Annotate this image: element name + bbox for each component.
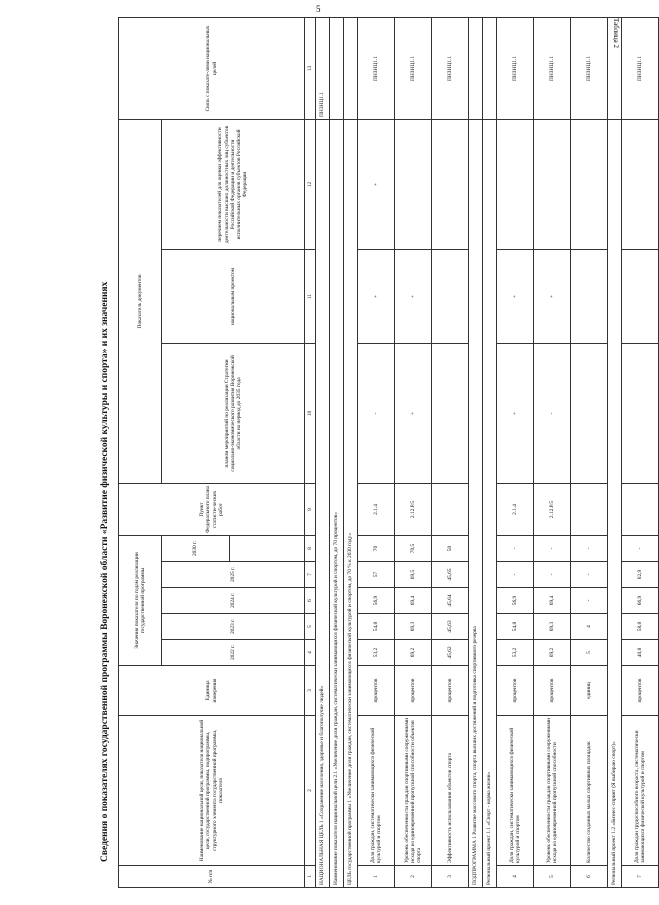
column-number: 13 bbox=[305, 17, 316, 119]
cell-unit: процентов bbox=[534, 666, 571, 716]
cell-v2023: 45,63 bbox=[432, 614, 469, 640]
cell-d3: + bbox=[358, 119, 395, 249]
header-doc3: перечнем показателей для оценки эффективности деятельности высших должностных лиц субъектов Российской Федерации и деятельности исполнительных органов субъектов Российской Федерации bbox=[162, 119, 305, 249]
cell-d1: + bbox=[497, 343, 534, 483]
cell-v2025: - bbox=[497, 562, 534, 588]
cell-unit: процентов bbox=[395, 666, 432, 716]
cell-v2024: 66,9 bbox=[622, 588, 659, 614]
cell-num: 6 bbox=[571, 866, 608, 888]
column-number: 10 bbox=[305, 343, 316, 483]
cell-unit: процентов bbox=[622, 666, 659, 716]
cell-num: 5 bbox=[534, 866, 571, 888]
section-link bbox=[469, 17, 483, 119]
cell-fed: 2.12.P.5 bbox=[395, 483, 432, 535]
section-title: НАЦИОНАЛЬНАЯ ЦЕЛЬ 1 «Сохранение населения, здоровье и благополучие людей» bbox=[316, 119, 330, 887]
cell-v2024: 56,9 bbox=[497, 588, 534, 614]
column-number: 1 bbox=[305, 866, 316, 888]
section-row bbox=[330, 17, 344, 887]
cell-d2 bbox=[622, 249, 659, 343]
section-link bbox=[608, 17, 622, 119]
cell-fed bbox=[622, 483, 659, 535]
indicator-row bbox=[622, 17, 659, 887]
cell-d2 bbox=[432, 249, 469, 343]
cell-d1 bbox=[571, 343, 608, 483]
cell-d2: + bbox=[497, 249, 534, 343]
cell-link: ПНЗНЦ1.1 bbox=[358, 17, 395, 119]
cell-num: 7 bbox=[622, 866, 659, 888]
cell-d1: + bbox=[395, 343, 432, 483]
cell-d1 bbox=[432, 343, 469, 483]
section-row bbox=[469, 17, 483, 887]
cell-v2024: - bbox=[571, 588, 608, 614]
section-title: Наименование показателя национальной цели 2.1 «Увеличение доли граждан, систематически занимающихся физической культурой и спортом, до 70 процентов» bbox=[330, 119, 344, 887]
cell-link: ПНЗНЦ1.1 bbox=[432, 17, 469, 119]
indicators-table-wrapper bbox=[118, 18, 646, 888]
header-link: Связь с показате-лями национальных целей bbox=[119, 17, 305, 119]
cell-unit: процентов bbox=[358, 666, 395, 716]
column-number: 12 bbox=[305, 119, 316, 249]
cell-num: 2 bbox=[395, 866, 432, 888]
header-2024: 2024 г. bbox=[162, 588, 305, 614]
header-unit: Единица измерения bbox=[119, 666, 305, 716]
indicator-row bbox=[571, 17, 608, 887]
cell-d2 bbox=[571, 249, 608, 343]
cell-v2023: 69,3 bbox=[534, 614, 571, 640]
header-fed-plan: Пункт Федерального плана статисти-ческих работ bbox=[119, 483, 305, 535]
cell-d2: + bbox=[395, 249, 432, 343]
cell-d3 bbox=[571, 119, 608, 249]
cell-unit: процентов bbox=[497, 666, 534, 716]
header-doc1: планом мероприятий по реализации Стратегии социально-экономического развития Воронежской области на период до 2035 года bbox=[162, 343, 305, 483]
cell-d3 bbox=[534, 119, 571, 249]
cell-name: Доля граждан, систематически занимающихся физической культурой и спортом bbox=[497, 716, 534, 866]
cell-name: Эффективность использования объектов спорта bbox=[432, 716, 469, 866]
cell-d1: - bbox=[358, 343, 395, 483]
cell-v2024: 69,4 bbox=[395, 588, 432, 614]
cell-link: ПНЗНЦ1.1 bbox=[622, 17, 659, 119]
header-2022: 2022 г. bbox=[162, 640, 305, 666]
cell-v2024: 45,64 bbox=[432, 588, 469, 614]
cell-v2024: 69,4 bbox=[534, 588, 571, 614]
section-row bbox=[483, 17, 497, 887]
cell-v2022: 69,2 bbox=[395, 640, 432, 666]
header-2030: 2030 г. bbox=[162, 535, 230, 561]
section-title: ПОДПРОГРАММА 1 Развитие массового спорта, спорта высших достижений и подготовка спортивного резерва bbox=[469, 119, 483, 887]
cell-d1: - bbox=[534, 343, 571, 483]
section-link bbox=[330, 17, 344, 119]
cell-d2: + bbox=[534, 249, 571, 343]
cell-d3 bbox=[497, 119, 534, 249]
cell-v2030: - bbox=[534, 535, 571, 561]
cell-fed: 2.12.P.5 bbox=[534, 483, 571, 535]
column-number: 8 bbox=[305, 535, 316, 561]
column-numbers-row bbox=[305, 17, 316, 887]
cell-link: ПНЗНЦ1.1 bbox=[497, 17, 534, 119]
cell-d3 bbox=[622, 119, 659, 249]
section-title: ЦЕЛЬ государственной программы 1 «Увеличение доли граждан, систематически занимающихся физической культурой и спортом, до 70 % к 2030 году» bbox=[344, 119, 358, 887]
cell-v2030: - bbox=[622, 535, 659, 561]
cell-v2030: 70 bbox=[358, 535, 395, 561]
cell-fed: 2.1.4 bbox=[497, 483, 534, 535]
cell-name: Количество созданных малых спортивных площадок bbox=[571, 716, 608, 866]
column-number: 5 bbox=[305, 614, 316, 640]
cell-v2025: - bbox=[571, 562, 608, 588]
cell-v2022: 53,2 bbox=[497, 640, 534, 666]
cell-v2023: 58,8 bbox=[622, 614, 659, 640]
column-number: 6 bbox=[305, 588, 316, 614]
header-doc2: национальным проектом bbox=[162, 249, 305, 343]
indicator-row bbox=[432, 17, 469, 887]
cell-v2023: 54,8 bbox=[358, 614, 395, 640]
section-link bbox=[344, 17, 358, 119]
cell-v2022: 45,62 bbox=[432, 640, 469, 666]
section-title: Региональный проект 1.1 «Спорт - норма жизни» bbox=[483, 119, 497, 887]
cell-d3 bbox=[395, 119, 432, 249]
page-number: 5 bbox=[316, 4, 321, 14]
cell-v2022: 5 bbox=[571, 640, 608, 666]
column-number: 3 bbox=[305, 666, 316, 716]
cell-num: 4 bbox=[497, 866, 534, 888]
section-row bbox=[316, 17, 330, 887]
cell-name: Доля граждан, систематически занимающихся физической культурой и спортом bbox=[358, 716, 395, 866]
cell-name: Доля граждан трудоспособного возраста, систематически занимающихся физической культурой и спортом bbox=[622, 716, 659, 866]
header-num: № п/п bbox=[119, 866, 305, 888]
cell-v2030: 50 bbox=[432, 535, 469, 561]
cell-fed bbox=[571, 483, 608, 535]
header-values-group: Значения показателя по годам реализации государственной программы bbox=[119, 535, 162, 665]
section-link bbox=[483, 17, 497, 119]
cell-v2022: 69,2 bbox=[534, 640, 571, 666]
cell-unit: процентов bbox=[432, 666, 469, 716]
indicator-row bbox=[395, 17, 432, 887]
indicator-row bbox=[358, 17, 395, 887]
cell-name: Уровень обеспеченности граждан спортивными сооружениями исходя из единовременной пропускной способности bbox=[534, 716, 571, 866]
header-2023: 2023 г. bbox=[162, 614, 305, 640]
cell-v2025: 69,5 bbox=[395, 562, 432, 588]
cell-d3 bbox=[432, 119, 469, 249]
column-number: 9 bbox=[305, 483, 316, 535]
cell-link: ПНЗНЦ1.1 bbox=[534, 17, 571, 119]
cell-name: Уровень обеспеченности граждан спортивными сооружениями исходя из единовременной пропускной способности объектов спорта bbox=[395, 716, 432, 866]
cell-v2024: 56,9 bbox=[358, 588, 395, 614]
header-2025: 2025 г. bbox=[162, 562, 305, 588]
cell-v2023: 54,8 bbox=[497, 614, 534, 640]
section-row bbox=[608, 17, 622, 887]
cell-fed bbox=[432, 483, 469, 535]
section-link: ПНЗНЦ1.1 bbox=[316, 17, 330, 119]
indicator-row bbox=[497, 17, 534, 887]
cell-v2025: 45,65 bbox=[432, 562, 469, 588]
header-name: Наименование национальной цели, показателя национальной цели, государственной программы, подпрограммы, структурного элемента государственной программы, показателя bbox=[119, 716, 305, 866]
cell-v2023: 4 bbox=[571, 614, 608, 640]
column-number: 4 bbox=[305, 640, 316, 666]
cell-fed: 2.1.4 bbox=[358, 483, 395, 535]
table-label: Таблица 2 bbox=[612, 18, 620, 48]
cell-v2030: - bbox=[571, 535, 608, 561]
column-number: 2 bbox=[305, 716, 316, 866]
cell-v2022: 40,8 bbox=[622, 640, 659, 666]
section-row bbox=[344, 17, 358, 887]
cell-link: ПНЗНЦ1.1 bbox=[571, 17, 608, 119]
column-number: 7 bbox=[305, 562, 316, 588]
cell-d1 bbox=[622, 343, 659, 483]
cell-link: ПНЗНЦ1.1 bbox=[395, 17, 432, 119]
cell-num: 1 bbox=[358, 866, 395, 888]
document-title: Сведения о показателях государственной программы Воронежской области «Развитие физической культуры и спорта» и их значениях bbox=[100, 281, 110, 862]
indicator-row bbox=[534, 17, 571, 887]
cell-v2025: 57 bbox=[358, 562, 395, 588]
header-docs-group: Показатель документов bbox=[119, 119, 162, 483]
cell-unit: единиц bbox=[571, 666, 608, 716]
cell-d2: + bbox=[358, 249, 395, 343]
header-2030-spacer bbox=[230, 535, 305, 561]
cell-v2030: 70,5 bbox=[395, 535, 432, 561]
indicators-table bbox=[118, 17, 659, 888]
cell-v2025: 62,9 bbox=[622, 562, 659, 588]
cell-v2025: - bbox=[534, 562, 571, 588]
cell-v2023: 69,3 bbox=[395, 614, 432, 640]
cell-num: 3 bbox=[432, 866, 469, 888]
cell-v2030: - bbox=[497, 535, 534, 561]
table-body bbox=[316, 17, 659, 887]
section-title: Региональный проект 1.2 «Бизнес-спринт (Я выбираю спорт)» bbox=[608, 119, 622, 887]
column-number: 11 bbox=[305, 249, 316, 343]
cell-v2022: 53,2 bbox=[358, 640, 395, 666]
